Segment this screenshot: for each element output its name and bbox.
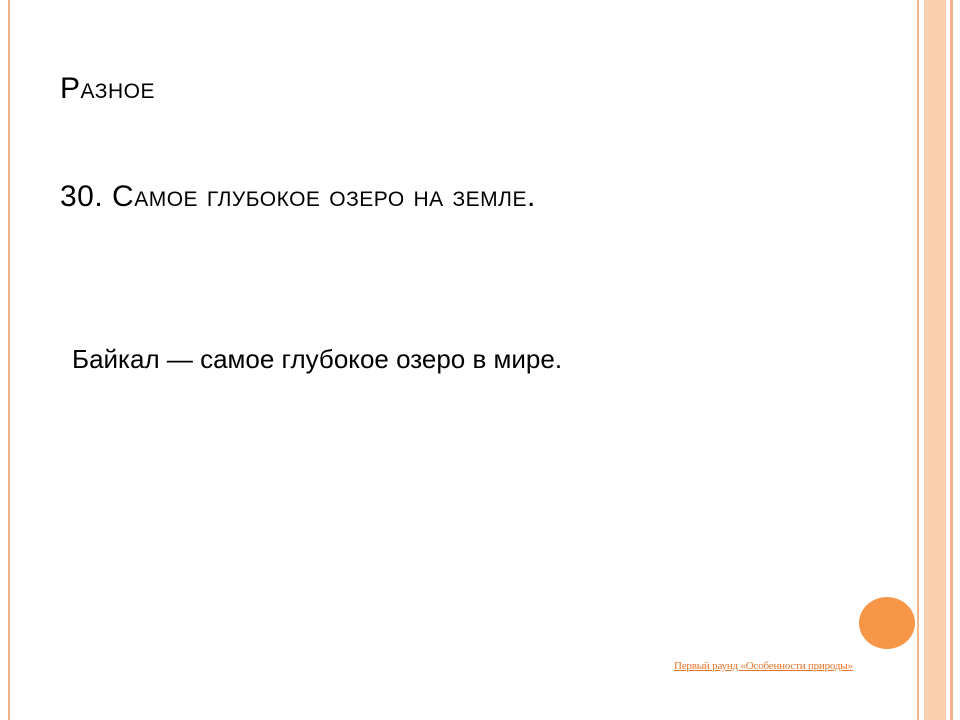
left-border-rule bbox=[8, 0, 10, 720]
orange-circle-decoration bbox=[859, 597, 915, 649]
right-decorative-band bbox=[924, 0, 946, 720]
right-band-edge bbox=[950, 0, 953, 720]
answer-text: Байкал — самое глубокое озеро в мире. bbox=[72, 344, 563, 374]
right-border-rule bbox=[917, 0, 919, 720]
footer-navigation-link[interactable]: Первый раунд «Особенности природы» bbox=[674, 660, 853, 672]
question-text: 30. Самое глубокое озеро на земле. bbox=[60, 180, 536, 213]
category-title: Разное bbox=[60, 72, 155, 105]
